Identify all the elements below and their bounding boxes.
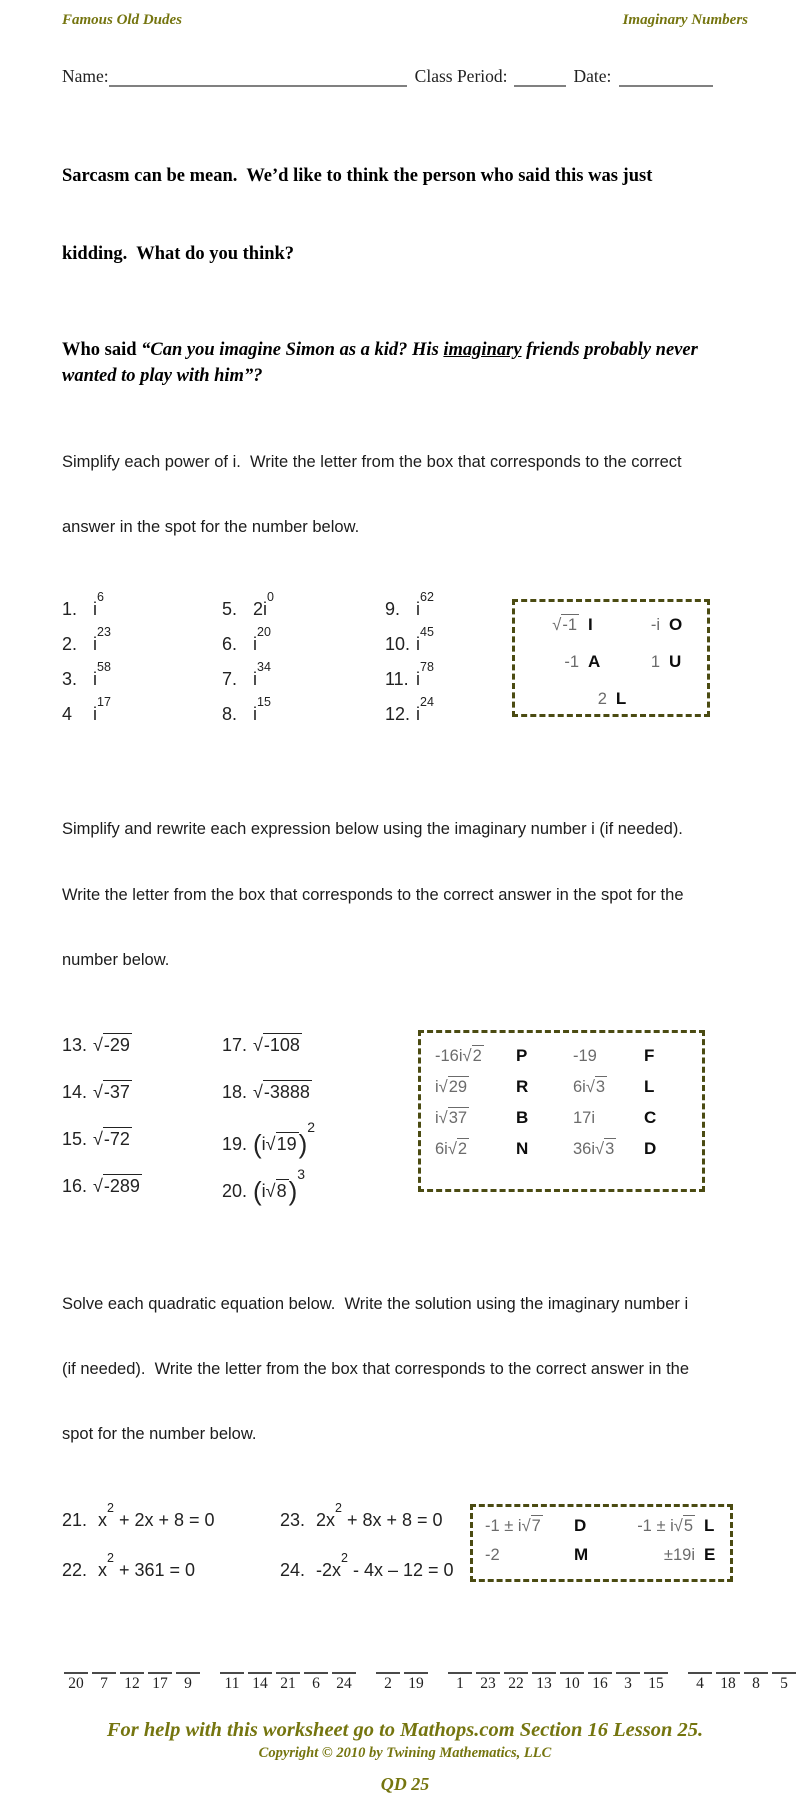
problem-21: 21. $x^2 + 2x + 8 = 0$ <box>62 1500 215 1530</box>
who-said-line1 <box>62 337 748 363</box>
section2-instructions-line1: Simplify and rewrite each expression below using the imaginary number i (if needed). <box>62 820 683 839</box>
answer-pair: i√37 B <box>435 1108 529 1128</box>
section1 <box>62 589 748 739</box>
problem-17: 17. √-108 <box>222 1035 300 1056</box>
problem-24: 24. $-2x^2 - 4x - 12 = 0$ <box>280 1550 454 1580</box>
answer-blank-group <box>218 1675 358 1692</box>
answer-pair: i√29 R <box>435 1077 529 1097</box>
answer-blank: 24 <box>332 1672 356 1693</box>
who-said-line2: wanted to play with him”? <box>62 366 263 387</box>
class-period-blank-line <box>514 68 566 87</box>
problem-22: 22. $x^2 + 361 = 0$ <box>62 1550 196 1580</box>
section1-instructions <box>62 409 748 583</box>
section2 <box>62 1030 748 1223</box>
answer-pair: -i O <box>650 614 683 634</box>
name-label: Name: <box>62 66 109 86</box>
section3-instructions-line1: Solve each quadratic equation below. Write the solution using the imaginary number i <box>62 1294 689 1313</box>
problem-10: 10. $i^{45}$ <box>385 624 434 654</box>
problem-9: 9. $i^{62}$ <box>385 589 434 619</box>
answer-blank: 8 <box>744 1672 768 1693</box>
series-title: Famous Old Dudes <box>62 12 183 28</box>
section2-problems <box>62 1035 418 1223</box>
answer-pair: 36i√3 D <box>573 1139 657 1159</box>
problem-18: 18. √-3888 <box>222 1082 310 1103</box>
answer-blank: 1 <box>448 1672 472 1693</box>
answer-box-3 <box>470 1504 733 1582</box>
problem-7: 7. $i^{34}$ <box>222 659 271 689</box>
section3-instructions-line3: spot for the number below. <box>62 1425 257 1444</box>
answer-blank: 23 <box>476 1672 500 1693</box>
answer-blank: 12 <box>120 1672 144 1693</box>
worksheet-footer <box>62 1719 748 1795</box>
answer-blank: 19 <box>404 1672 428 1693</box>
answer-blank: 21 <box>276 1672 300 1693</box>
answer-blank: 18 <box>716 1672 740 1693</box>
problem-1: 1. $i^6$ <box>62 589 104 619</box>
answer-pair: -2 M <box>485 1544 589 1564</box>
name-row <box>62 66 748 87</box>
date-label: Date: <box>573 66 612 86</box>
answer-blank: 3 <box>616 1672 640 1693</box>
problem-3: 3. $i^{58}$ <box>62 659 111 689</box>
problem-15: 15. √-72 <box>62 1129 130 1150</box>
answer-blank: 16 <box>588 1672 612 1693</box>
answer-blank: 10 <box>560 1672 584 1693</box>
date-blank-line <box>619 68 713 87</box>
answer-blank-group <box>686 1675 798 1692</box>
answer-blank: 14 <box>248 1672 272 1693</box>
section2-instructions-line2: Write the letter from the box that corresponds to the correct answer in the spot for the <box>62 885 684 904</box>
section3-instructions <box>62 1250 748 1489</box>
sarcasm-heading <box>62 110 748 320</box>
answer-box-1 <box>512 599 710 717</box>
answer-pair: √-1 I <box>552 614 593 634</box>
problem-12: 12. $i^{24}$ <box>385 694 434 724</box>
answer-pair: 2 L <box>597 688 627 708</box>
quote-part2: friends probably never <box>521 340 698 361</box>
answer-blank: 17 <box>148 1672 172 1693</box>
answer-blank: 11 <box>220 1672 244 1693</box>
topic-title: Imaginary Numbers <box>622 12 748 28</box>
section2-instructions <box>62 776 748 1015</box>
problem-19: 19. $(i√19)^2$ <box>222 1119 316 1160</box>
answer-blank: 22 <box>504 1672 528 1693</box>
answer-blank-group <box>446 1675 670 1692</box>
name-blank-line <box>109 68 407 87</box>
answer-blank: 9 <box>176 1672 200 1693</box>
section3-problems <box>62 1500 470 1610</box>
answer-letter-blanks-row <box>46 1672 788 1693</box>
answer-blank: 13 <box>532 1672 556 1693</box>
footer-page-code: QD 25 <box>380 1773 430 1794</box>
section1-instructions-line1: Simplify each power of i. Write the letter from the box that corresponds to the correct <box>62 453 682 472</box>
section1-problems <box>62 589 512 739</box>
footer-help-text: For help with this worksheet go to Mathops.com Section 16 Lesson 25. <box>106 1718 704 1741</box>
answer-blank-group <box>374 1675 430 1692</box>
problem-2: 2. $i^{23}$ <box>62 624 111 654</box>
problem-23: 23. $2x^2 + 8x + 8 = 0$ <box>280 1500 443 1530</box>
section3-instructions-line2: (if needed). Write the letter from the box that corresponds to the correct answer in the <box>62 1360 689 1379</box>
problem-5: 5. $2i^0$ <box>222 589 274 619</box>
sarcasm-heading-line2: kidding. What do you think? <box>62 244 295 265</box>
who-said-prefix: Who said <box>62 340 142 361</box>
who-said-question <box>62 337 748 390</box>
section1-instructions-line2: answer in the spot for the number below. <box>62 518 360 537</box>
answer-blank: 20 <box>64 1672 88 1693</box>
answer-pair: -1 ± i√5 L <box>637 1515 715 1535</box>
answer-pair: ±19i E <box>663 1544 716 1564</box>
section3 <box>62 1500 748 1610</box>
problem-16: 16. √-289 <box>62 1176 140 1197</box>
footer-copyright: Copyright © 2010 by Twining Mathematics, LLC <box>258 1744 552 1761</box>
answer-pair: -19 F <box>573 1046 655 1066</box>
answer-pair: -1 A <box>564 651 601 671</box>
problem-20: 20. $(i√8)^3$ <box>222 1166 306 1207</box>
answer-box-2 <box>418 1030 705 1192</box>
answer-pair: -16i√2 P <box>435 1046 528 1066</box>
problem-8: 8. $i^{15}$ <box>222 694 271 724</box>
problem-6: 6. $i^{20}$ <box>222 624 271 654</box>
worksheet-header <box>62 12 748 29</box>
sarcasm-heading-line1: Sarcasm can be mean. We’d like to think the person who said this was just <box>62 165 653 186</box>
answer-pair: 17i C <box>573 1108 657 1128</box>
answer-blank: 5 <box>772 1672 796 1693</box>
problem-14: 14. √-37 <box>62 1082 130 1103</box>
answer-pair: 6i√2 N <box>435 1139 529 1159</box>
quote-underlined-word: imaginary <box>443 340 522 361</box>
answer-blank: 6 <box>304 1672 328 1693</box>
answer-blank: 15 <box>644 1672 668 1693</box>
answer-blank: 4 <box>688 1672 712 1693</box>
answer-pair: 1 U <box>650 651 682 671</box>
answer-pair: -1 ± i√7 D <box>485 1515 587 1535</box>
problem-13: 13. √-29 <box>62 1035 130 1056</box>
answer-blank: 2 <box>376 1672 400 1693</box>
problem-11: 11. $i^{78}$ <box>385 659 434 689</box>
section2-instructions-line3: number below. <box>62 950 170 969</box>
quote-part1: “Can you imagine Simon as a kid? His <box>141 340 444 361</box>
answer-blank: 7 <box>92 1672 116 1693</box>
answer-blank-group <box>62 1675 202 1692</box>
answer-pair: 6i√3 L <box>573 1077 655 1097</box>
problem-4: 4 $i^{17}$ <box>62 694 111 724</box>
class-period-label: Class Period: <box>414 66 508 86</box>
